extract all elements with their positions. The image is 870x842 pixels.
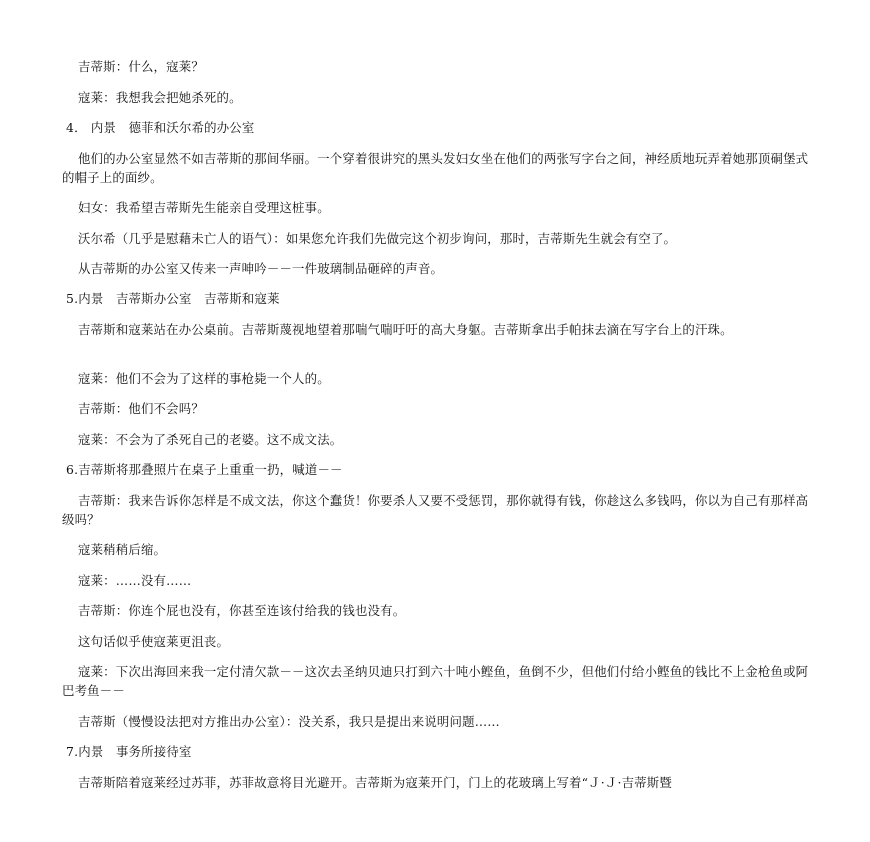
scene-heading: 6.吉蒂斯将那叠照片在桌子上重重一扔，喊道－－ (66, 462, 343, 477)
scene-heading: 5.内景 吉蒂斯办公室 吉蒂斯和寇莱 (66, 291, 280, 306)
dialogue-line: 寇莱：不会为了杀死自己的老婆。这不成文法。 (78, 432, 343, 447)
dialogue-line: 寇莱：下次出海回来我一定付清欠款－－这次去圣纳贝迪只打到六十吨小鲣鱼，鱼倒不少，但他们付给小鲣鱼的钱比不上金枪鱼或阿巴考鱼－－ (62, 664, 809, 698)
dialogue-line: 吉蒂斯：他们不会吗？ (78, 401, 204, 416)
paragraph: 吉蒂斯和寇莱站在办公桌前。吉蒂斯蔑视地望着那喘气喘吁吁的高大身躯。吉蒂斯拿出手帕抹去滴在写字台上的汗珠。 (78, 322, 733, 337)
dialogue-line: 吉蒂斯：你连个屁也没有，你甚至连该付给我的钱也没有。 (78, 603, 406, 618)
scene-heading: 4． 内景 德菲和沃尔希的办公室 (66, 120, 255, 135)
dialogue-line: 妇女：我希望吉蒂斯先生能亲自受理这桩事。 (78, 200, 330, 215)
paragraph: 从吉蒂斯的办公室又传来一声呻吟－－一件玻璃制品砸碎的声音。 (78, 261, 444, 276)
dialogue-line: 寇莱：……没有…… (78, 573, 192, 588)
paragraph: 他们的办公室显然不如吉蒂斯的那间华丽。一个穿着很讲究的黑头发妇女坐在他们的两张写字台之间，神经质地玩弄着她那顶硐堡式的帽子上的面纱。 (62, 151, 809, 185)
paragraph: 寇莱稍稍后缩。 (78, 542, 167, 557)
dialogue-line: 吉蒂斯（慢慢设法把对方推出办公室）：没关系，我只是提出来说明问题…… (78, 714, 500, 729)
dialogue-line: 寇莱：我想我会把她杀死的。 (78, 90, 242, 105)
dialogue-line: 吉蒂斯：我来告诉你怎样是不成文法，你这个蠢货！你要杀人又要不受惩罚，那你就得有钱，你趁这么多钱吗，你以为自己有那样高级吗？ (62, 493, 809, 527)
dialogue-line: 沃尔希（几乎是慰藉未亡人的语气）：如果您允许我们先做完这个初步询问，那时，吉蒂斯先生就会有空了。 (78, 231, 677, 246)
paragraph: 吉蒂斯陪着寇莱经过苏菲，苏菲故意将目光避开。吉蒂斯为寇莱开门，门上的花玻璃上写着“Ｊ·Ｊ·吉蒂斯暨 (78, 775, 672, 790)
dialogue-line: 寇莱：他们不会为了这样的事枪毙一个人的。 (78, 371, 330, 386)
dialogue-line: 吉蒂斯：什么，寇莱？ (78, 59, 204, 74)
paragraph: 这句话似乎使寇莱更沮丧。 (78, 634, 230, 649)
scene-heading: 7.内景 事务所接待室 (66, 744, 192, 759)
